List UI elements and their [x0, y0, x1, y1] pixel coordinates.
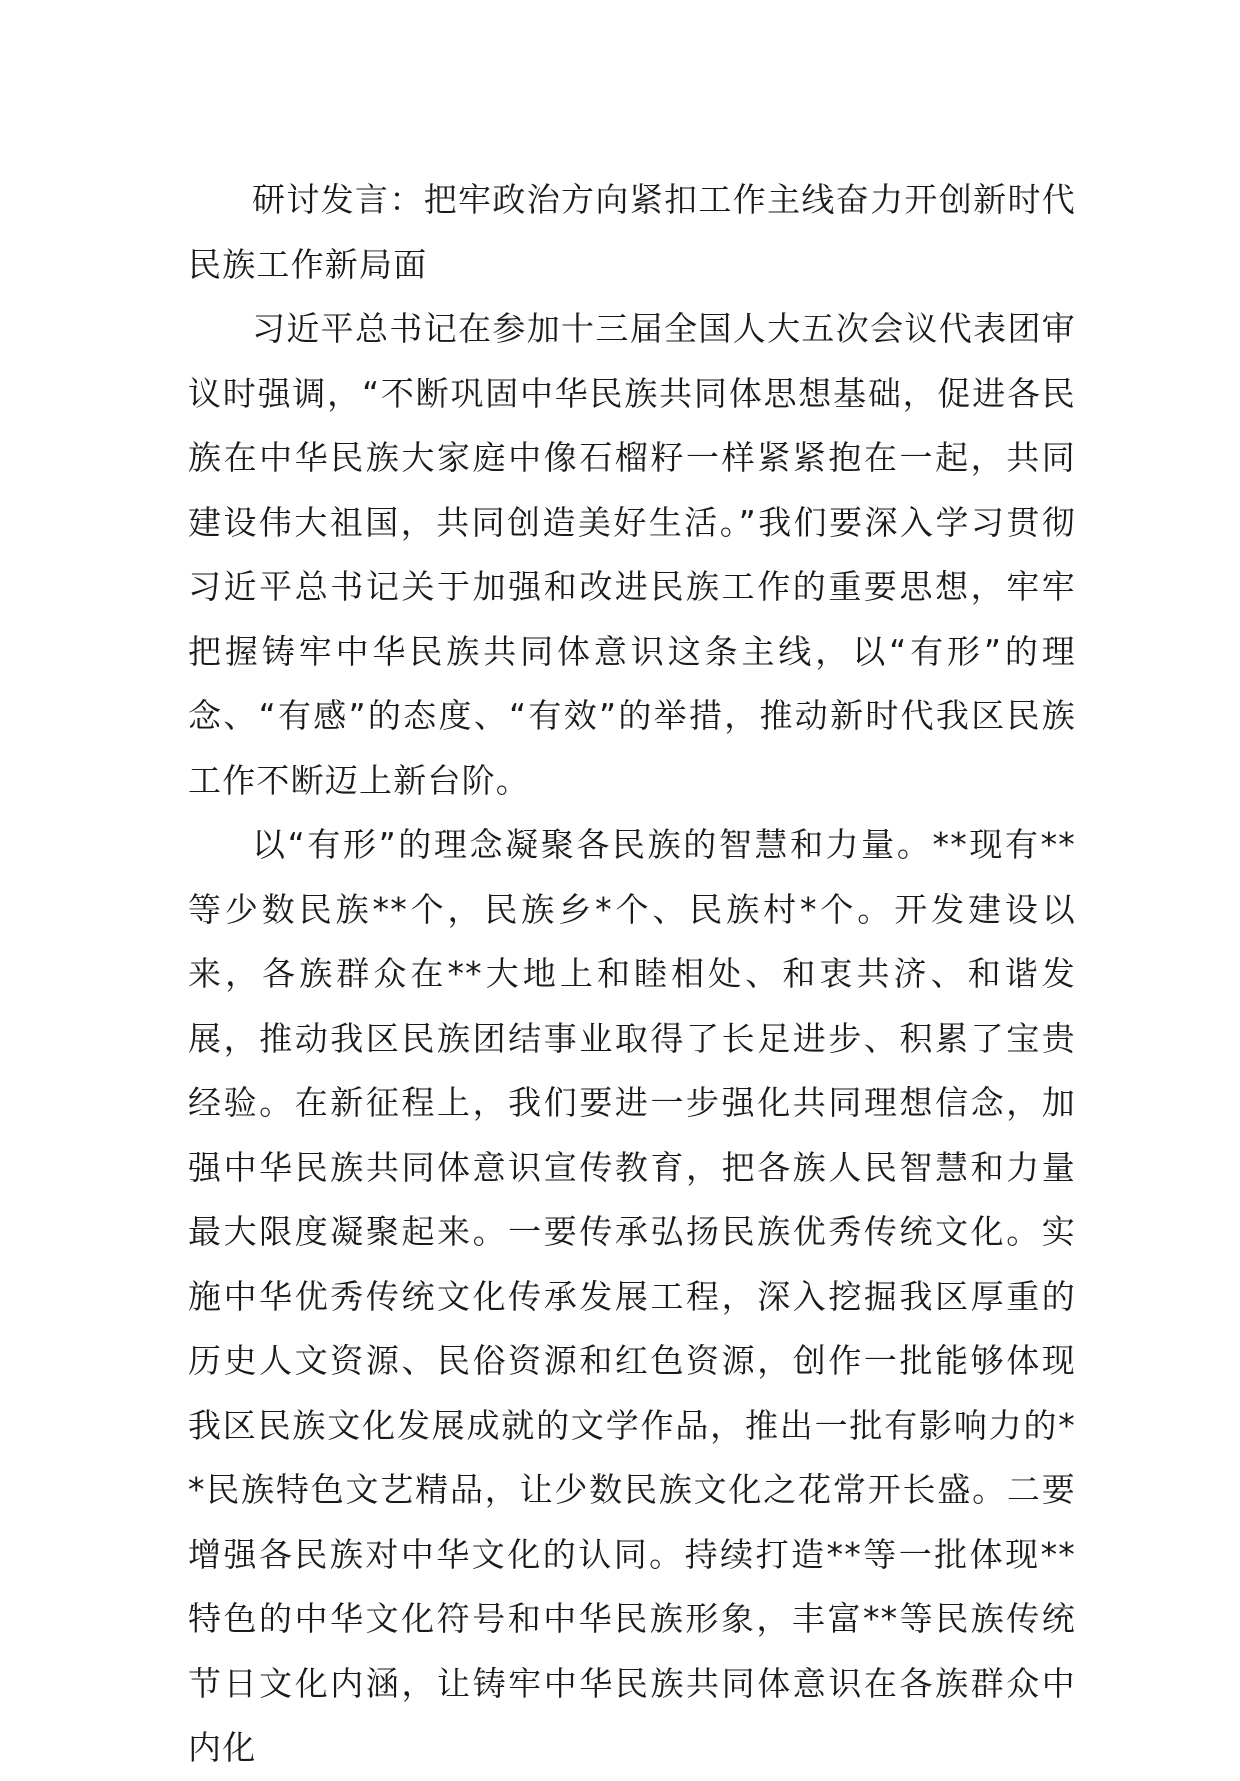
paragraph-1: 习近平总书记在参加十三届全国人大五次会议代表团审议时强调，“不断巩固中华民族共同体思想基础，促进各民族在中华民族大家庭中像石榴籽一样紧紧抱在一起，共同建设伟大祖国，共同创造美好生活。”我们要深入学习贯彻习近平总书记关于加强和改进民族工作的重要思想，牢牢把握铸牢中华民族共同体意识这条主线，以“有形”的理念、“有感”的态度、“有效”的举措，推动新时代我区民族工作不断迈上新台阶。 [188, 309, 1076, 800]
paragraph-2: 以“有形”的理念凝聚各民族的智慧和力量。**现有**等少数民族**个，民族乡*个、民族村*个。开发建设以来，各族群众在**大地上和睦相处、和衷共济、和谐发展，推动我区民族团结事业取得了长足进步、积累了宝贵经验。在新征程上，我们要进一步强化共同理想信念，加强中华民族共同体意识宣传教育，把各族人民智慧和力量最大限度凝聚起来。一要传承弘扬民族优秀传统文化。实施中华优秀传统文化传承发展工程，深入挖掘我区厚重的历史人文资源、民俗资源和红色资源，创作一批能够体现我区民族文化发展成就的文学作品，推出一批有影响力的**民族特色文艺精品，让少数民族文化之花常开长盛。二要增强各民族对中华文化的认同。持续打造**等一批体现**特色的中华文化符号和中华民族形象，丰富**等民族传统节日文化内涵，让铸牢中华民族共同体意识在各族群众中内化 [188, 825, 1076, 1767]
document-title: 研讨发言：把牢政治方向紧扣工作主线奋力开创新时代民族工作新局面 [188, 180, 1076, 284]
document-page [188, 168, 1076, 1781]
